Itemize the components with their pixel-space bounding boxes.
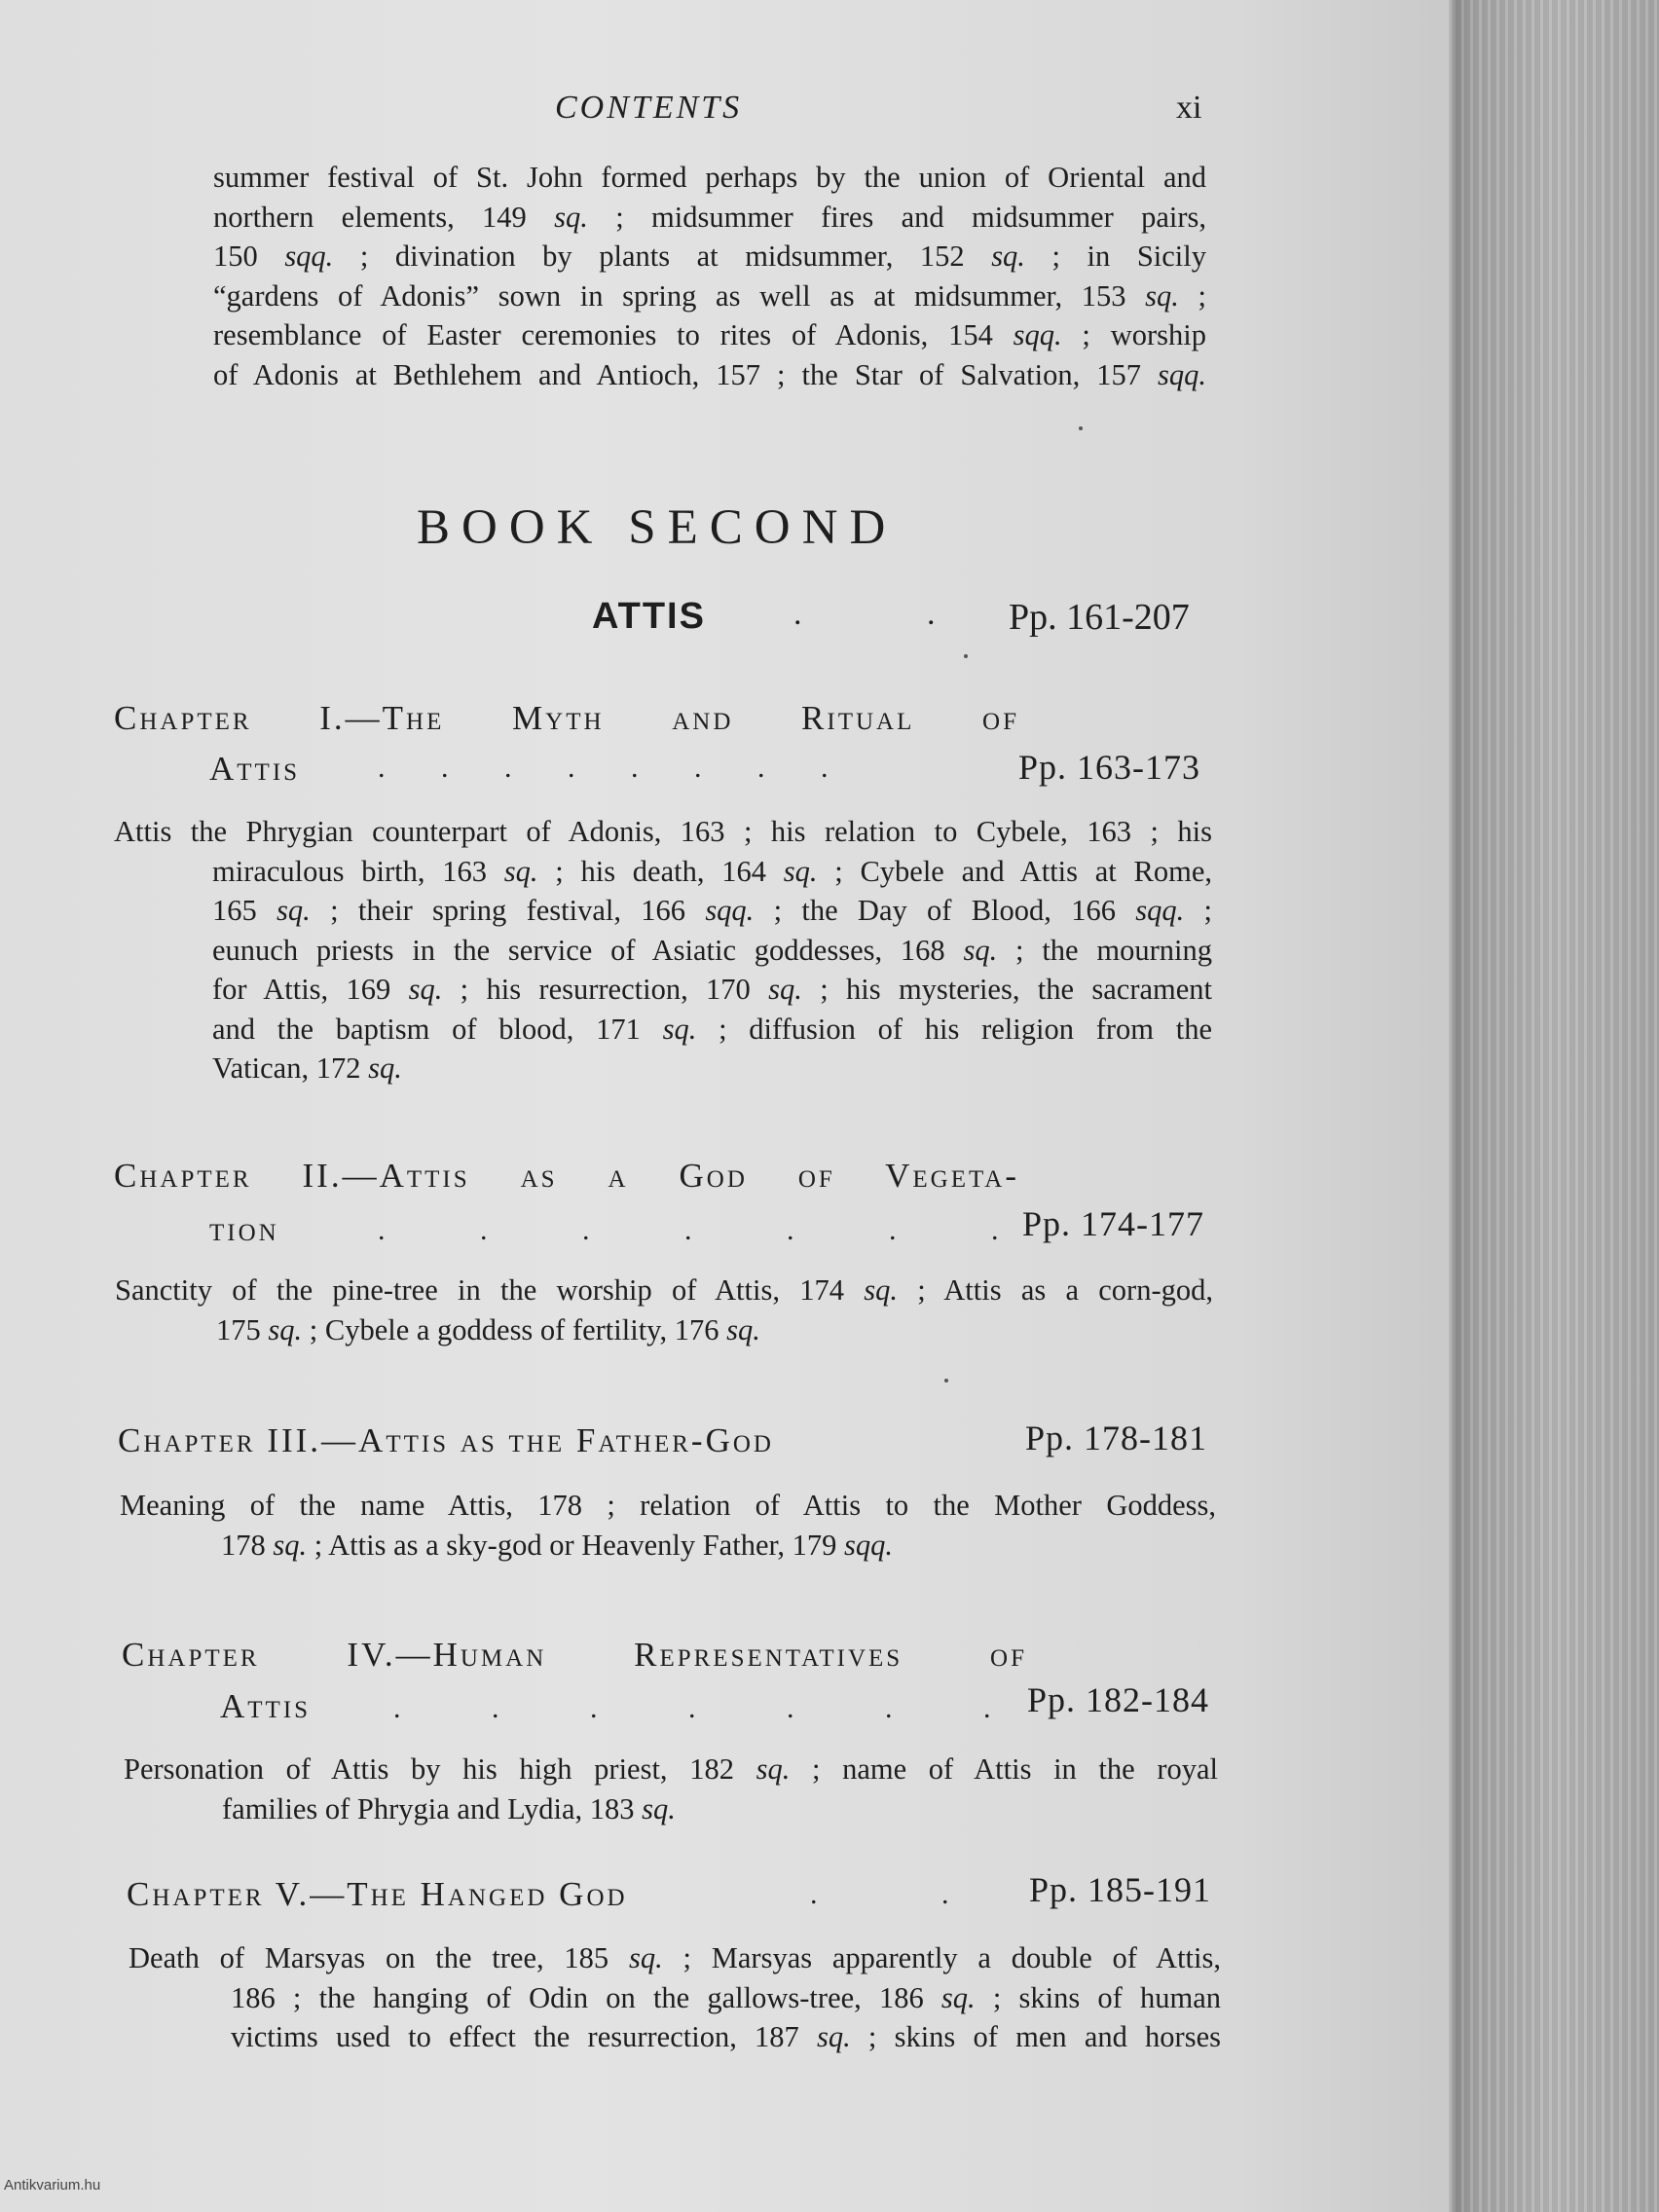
chapter-page-range: Pp. 163-173 xyxy=(1018,748,1201,787)
text-line: Vatican, 172 sq. xyxy=(212,1051,402,1085)
chapter-summary xyxy=(129,1938,1221,2057)
text-line: resemblance of Easter ceremonies to rites of Adonis, 154 sqq. ; worship xyxy=(213,318,1206,351)
chapter-page-range: Pp. 174-177 xyxy=(1022,1204,1205,1243)
chapter-summary xyxy=(120,1486,1216,1565)
leader-dots: . . . . . . . xyxy=(393,1692,1033,1724)
chapter-heading-cont: Attis xyxy=(220,1687,312,1725)
text-line: families of Phrygia and Lydia, 183 sq. xyxy=(222,1791,676,1825)
text-line: and the baptism of blood, 171 sq. ; diffusion of his religion from the xyxy=(212,1012,1213,1046)
chapter-page-range: Pp. 178-181 xyxy=(1025,1419,1208,1457)
leader-dots: . . . . . . . xyxy=(378,1214,1043,1246)
chapter-page-range: Pp. 182-184 xyxy=(1027,1680,1210,1719)
chapter-heading-cont: Attis xyxy=(209,750,301,788)
ink-speck xyxy=(944,1379,948,1382)
running-head: CONTENTS xyxy=(555,90,743,126)
text-line: Attis the Phrygian counterpart of Adonis, 163 ; his relation to Cybele, 163 ; his xyxy=(114,815,1212,848)
chapter-heading: Chapter I.—The Myth and Ritual of xyxy=(114,699,1019,737)
text-line: eunuch priests in the service of Asiatic goddesses, 168 sq. ; the mourning xyxy=(212,933,1212,967)
text-line: miraculous birth, 163 sq. ; his death, 164 sq. ; Cybele and Attis at Rome, xyxy=(212,854,1212,888)
book-page-range: Pp. 161-207 xyxy=(1009,597,1190,638)
text-line: 150 sqq. ; divination by plants at midsummer, 152 sq. ; in Sicily xyxy=(213,240,1206,273)
text-line: 165 sq. ; their spring festival, 166 sqq. ; the Day of Blood, 166 sqq. ; xyxy=(212,894,1213,927)
text-line: Meaning of the name Attis, 178 ; relation of Attis to the Mother Goddess, xyxy=(120,1489,1216,1522)
chapter-summary xyxy=(115,1271,1213,1349)
text-line: for Attis, 169 sq. ; his resurrection, 170 sq. ; his mysteries, the sacrament xyxy=(212,973,1213,1006)
text-line: Personation of Attis by his high priest, 182 sq. ; name of Attis in the royal xyxy=(124,1752,1219,1786)
book-title: BOOK SECOND xyxy=(417,500,898,555)
leader-dots: . . xyxy=(810,1878,1008,1910)
chapter-summary xyxy=(114,812,1212,1088)
chapter-page-range: Pp. 185-191 xyxy=(1029,1870,1212,1909)
book-subject: ATTIS xyxy=(592,596,706,637)
leader-dots: . . . . . . . . xyxy=(378,752,853,784)
text-line: 178 sq. ; Attis as a sky-god or Heavenly Father, 179 sqq. xyxy=(221,1528,894,1562)
page-folio: xi xyxy=(1176,90,1202,126)
text-line: summer festival of St. John formed perhaps by the union of Oriental and xyxy=(213,161,1206,194)
text-line: 175 sq. ; Cybele a goddess of fertility, 176 sq. xyxy=(216,1312,760,1346)
chapter-heading: Chapter IV.—Human Representatives of xyxy=(122,1636,1027,1674)
ink-speck xyxy=(964,654,968,658)
text-line: of Adonis at Bethlehem and Antioch, 157 ; the Star of Salvation, 157 sqq. xyxy=(213,357,1206,391)
text-line: Sanctity of the pine-tree in the worship of Attis, 174 sq. ; Attis as a corn-god, xyxy=(115,1273,1213,1307)
chapter-heading: Chapter V.—The Hanged God xyxy=(127,1875,628,1913)
chapter-summary xyxy=(124,1750,1218,1828)
adjacent-pages-edge xyxy=(1453,0,1659,2212)
chapter-heading: Chapter III.—Attis as the Father-God xyxy=(118,1421,774,1459)
watermark: Antikvarium.hu xyxy=(4,2177,101,2194)
ink-speck xyxy=(1079,426,1083,430)
chapter-heading-cont: tion xyxy=(209,1210,279,1248)
text-line: northern elements, 149 sq. ; midsummer fires and midsummer pairs, xyxy=(213,200,1206,234)
intro-paragraph xyxy=(213,158,1206,394)
chapter-heading: Chapter II.—Attis as a God of Vegeta- xyxy=(114,1157,1019,1195)
text-line: Death of Marsyas on the tree, 185 sq. ; Marsyas apparently a double of Attis, xyxy=(129,1941,1221,1974)
leader-dots: . . xyxy=(793,596,994,632)
text-line: 186 ; the hanging of Odin on the gallows-tree, 186 sq. ; skins of human xyxy=(231,1980,1221,2014)
text-line: victims used to effect the resurrection, 187 sq. ; skins of men and horses xyxy=(231,2020,1221,2053)
text-line: “gardens of Adonis” sown in spring as well as at midsummer, 153 sq. ; xyxy=(213,278,1206,313)
